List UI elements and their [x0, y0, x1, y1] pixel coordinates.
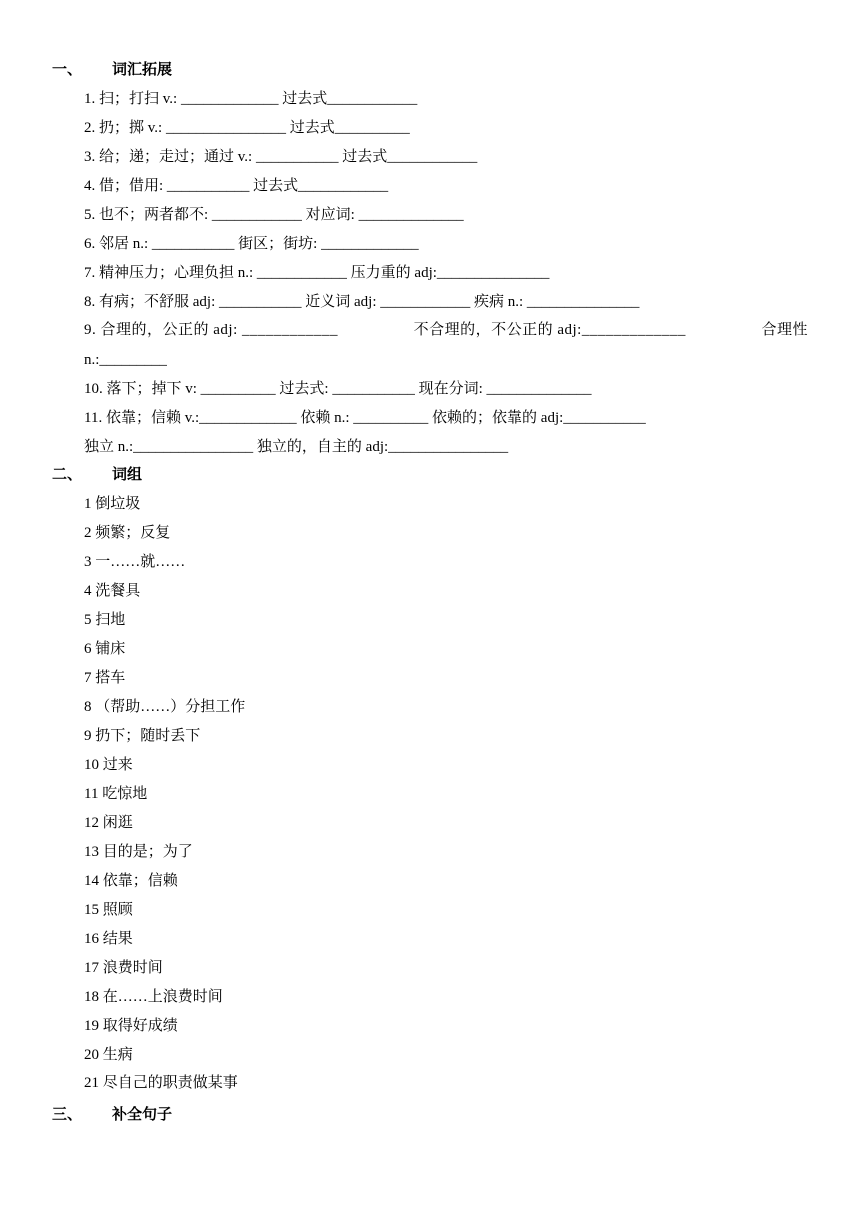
vocab-item-6: 6. 邻居 n.: ___________ 街区；街坊: _____________ — [84, 236, 419, 252]
phrase-item: 3 一……就…… — [84, 554, 186, 570]
vocab-item-9-part-3: 合理性 — [761, 322, 808, 338]
phrase-item: 8 （帮助……）分担工作 — [84, 699, 246, 715]
phrase-item: 20 生病 — [84, 1047, 133, 1063]
phrase-item: 16 结果 — [84, 931, 133, 947]
phrase-item: 1 倒垃圾 — [84, 496, 141, 512]
vocab-item-1: 1. 扫；打扫 v.: _____________ 过去式____________ — [84, 91, 418, 107]
vocab-item-7: 7. 精神压力；心理负担 n.: ____________ 压力重的 adj:_______________ — [84, 265, 550, 281]
phrase-item: 14 依靠；信赖 — [84, 873, 178, 889]
vocab-item-8: 8. 有病；不舒服 adj: ___________ 近义词 adj: ____________ 疾病 n.: _______________ — [84, 294, 640, 310]
vocab-item-4: 4. 借；借用: ___________ 过去式____________ — [84, 178, 389, 194]
phrase-item: 12 闲逛 — [84, 815, 133, 831]
phrase-item: 7 搭车 — [84, 670, 126, 686]
section-heading-sentences — [52, 1105, 172, 1125]
vocab-item-9-continued: n.:_________ — [84, 352, 167, 368]
phrase-item: 17 浪费时间 — [84, 960, 163, 976]
phrase-item: 11 吃惊地 — [84, 786, 148, 802]
vocab-item-9-part-2: 不合理的，不公正的 adj:_____________ — [413, 322, 686, 338]
phrase-item: 6 铺床 — [84, 641, 126, 657]
vocab-item-9-part-1: 9. 合理的，公正的 adj: ____________ — [84, 322, 338, 338]
vocab-item-11: 11. 依靠；信赖 v.:_____________ 依赖 n.: __________ 依赖的；依靠的 adj:___________ — [84, 410, 646, 426]
vocab-item-5: 5. 也不；两者都不: ____________ 对应词: ______________ — [84, 207, 464, 223]
section-heading-phrases — [52, 465, 142, 485]
phrase-item: 9 扔下；随时丢下 — [84, 728, 201, 744]
phrase-item: 4 洗餐具 — [84, 583, 141, 599]
section-title: 补全句子 — [112, 1107, 173, 1123]
vocab-item-9 — [84, 320, 808, 340]
vocab-item-2: 2. 扔；掷 v.: ________________ 过去式__________ — [84, 120, 410, 136]
section-number: 二、 — [52, 467, 83, 483]
phrase-item: 5 扫地 — [84, 612, 126, 628]
section-number: 三、 — [52, 1107, 83, 1123]
vocab-item-3: 3. 给；递；走过；通过 v.: ___________ 过去式____________ — [84, 149, 478, 165]
vocab-item-11-continued: 独立 n.:________________ 独立的，自主的 adj:________________ — [84, 439, 509, 455]
phrase-item: 15 照顾 — [84, 902, 133, 918]
phrase-item: 2 频繁；反复 — [84, 525, 171, 541]
phrase-item: 13 目的是；为了 — [84, 844, 193, 860]
section-title: 词汇拓展 — [112, 62, 173, 78]
phrase-item: 18 在……上浪费时间 — [84, 989, 223, 1005]
section-title: 词组 — [112, 467, 143, 483]
phrase-item: 21 尽自己的职责做某事 — [84, 1075, 238, 1091]
section-number: 一、 — [52, 62, 83, 78]
section-heading-vocab — [52, 60, 172, 80]
phrase-item: 10 过来 — [84, 757, 133, 773]
phrase-item: 19 取得好成绩 — [84, 1018, 178, 1034]
vocab-item-10: 10. 落下；掉下 v: __________ 过去式: ___________ 现在分词: ______________ — [84, 381, 592, 397]
